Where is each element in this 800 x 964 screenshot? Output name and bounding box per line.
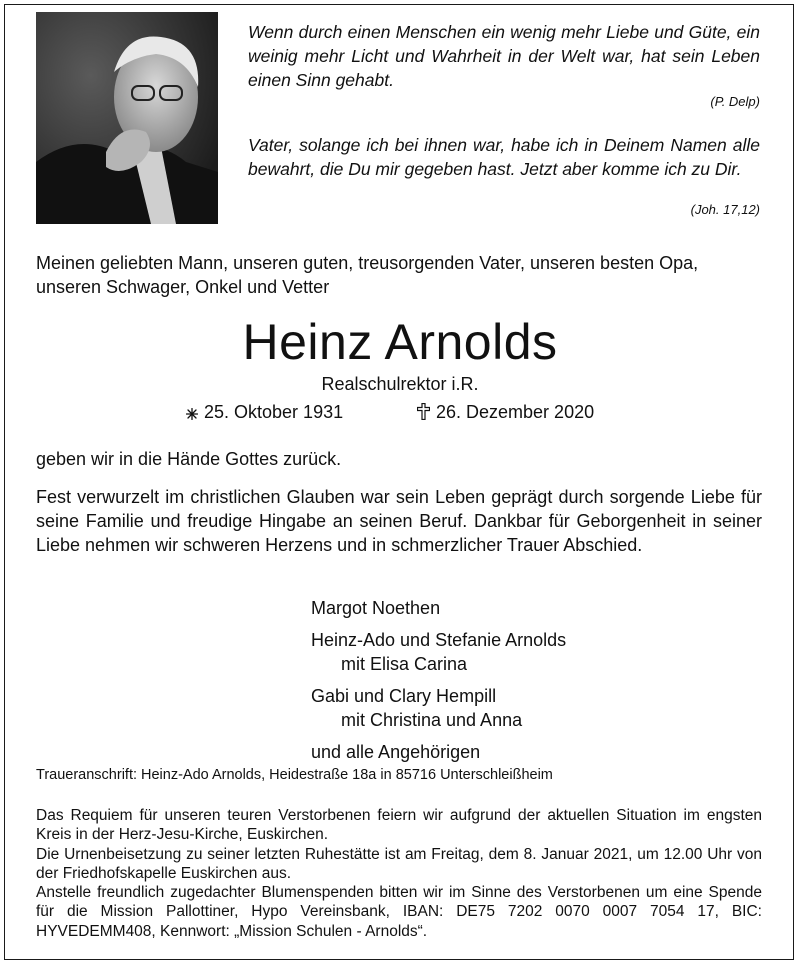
deceased-title: Realschulrektor i.R. [321,374,479,394]
mourning-address: Traueranschrift: Heinz-Ado Arnolds, Heidestraße 18a in 85716 Unterschleißheim [36,767,553,783]
hands-of-god-text: geben wir in die Hände Gottes zurück. [36,449,342,469]
signers-list [311,596,566,764]
intro-text: Meinen geliebten Mann, unseren guten, treusorgenden Vater, unseren besten Opa, unseren Schwager, Onkel und Vetter [36,253,699,297]
urn-notice: Die Urnenbeisetzung zu seiner letzten Ruhestätte ist am Freitag, dem 8. Januar 2021, um 12.00 Uhr von der Friedhofskapelle Euskirchen aus. [36,845,762,882]
quote-john: Vater, solange ich bei ihnen war, habe ich in Deinem Namen alle bewahrt, die Du mir gegeben hast. Jetzt aber komme ich zu Dir. [248,135,760,179]
portrait-photo [36,12,218,224]
birth-date: 25. Oktober 1931 [204,402,344,422]
quote-delp: Wenn durch einen Menschen ein wenig mehr Liebe und Güte, ein weinig mehr Licht und Wahrheit in der Welt war, hat sein Leben einen Sinn gehabt. [248,22,760,90]
signer-3-sub: mit Christina und Anna [341,710,523,730]
signer-4: und alle Angehörigen [311,742,481,762]
deceased-name: Heinz Arnolds [242,314,558,370]
death-date-line [417,400,594,424]
quote-source-john: (Joh. 17,12) [690,202,760,217]
signer-2-sub: mit Elisa Carina [341,654,468,674]
asterisk-icon [186,400,198,424]
requiem-notice: Das Requiem für unseren teuren Verstorbenen feiern wir aufgrund der aktuellen Situation im engsten Kreis in der Herz-Jesu-Kirche, Euskirchen. [36,807,762,844]
donation-notice: Anstelle freundlich zugedachter Blumenspenden bitten wir im Sinne des Verstorbenen um eine Spende für die Mission Pallottiner, Hypo Vereinsbank, IBAN: DE75 7202 0070 0007 7054 17, BIC: HYVEDEMM408, Kennwort: „Mission Schulen - Arnolds“. [36,884,762,940]
birth-date-line [186,400,343,424]
death-date: 26. Dezember 2020 [436,402,595,422]
tribute-text: Fest verwurzelt im christlichen Glauben war sein Leben geprägt durch sorgende Liebe für seine Familie und freudige Hingabe an seinen Beruf. Dankbar für Geborgenheit in seiner Liebe nehmen wir schweren Herzens und in schmerzlicher Trauer Abschied. [36,487,762,555]
signer-2: Heinz-Ado und Stefanie Arnolds [311,630,567,650]
cross-icon [417,400,430,424]
signer-1: Margot Noethen [311,598,441,618]
signer-3: Gabi und Clary Hempill [311,686,497,706]
service-notices [36,806,762,941]
quote-source-delp: (P. Delp) [710,94,760,109]
